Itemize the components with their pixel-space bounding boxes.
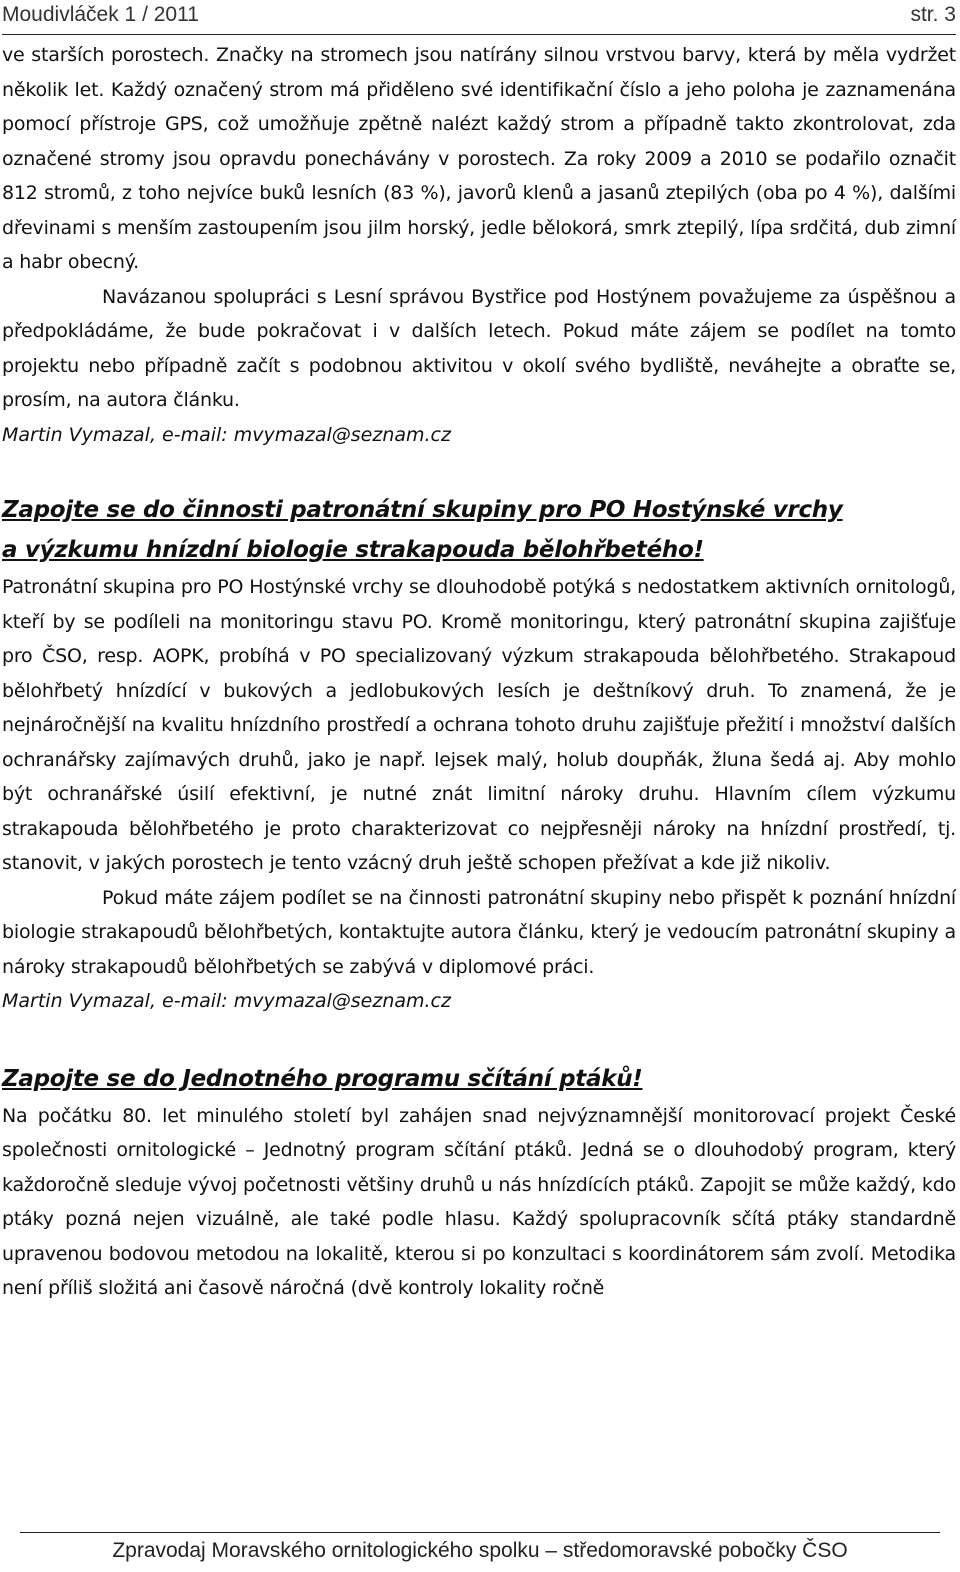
page-number: str. 3 (910, 3, 956, 26)
article3-paragraph-1: Na počátku 80. let minulého století byl zahájen snad nejvýznamnější monitorovací projekt České společnosti ornitologické – Jednotný program sčítání ptáků. Jedná se o dlouhodobý program, který každoročně sleduje vývoj početnosti většiny druhů u nás hnízdících ptáků. Zapojit se může každý, kdo ptáky pozná nejen vizuálně, ale také podle hlasu. Každý spolupracovník sčítá ptáky standardně upravenou bodovou metodou na lokalitě, kterou si po konzultaci s koordinátorem sám zvolí. Metodika není příliš složitá ani časově náročná (dvě kontroly lokality ročně (2, 1104, 956, 1299)
article3-title: Zapojte se do Jednotného programu sčítání ptáků! (2, 1065, 643, 1092)
article-tree-marking (2, 38, 956, 452)
article2-title-line-1: Zapojte se do činnosti patronátní skupiny pro PO Hostýnské vrchy (2, 497, 843, 523)
article2-title-line-2: a výzkumu hnízdní biologie strakapouda bělohřbetého! (2, 537, 704, 563)
page-content (2, 38, 956, 1306)
article2-title (2, 490, 956, 570)
article-patronage-group (2, 490, 956, 1019)
issue-label: Moudivláček 1 / 2011 (2, 3, 199, 26)
section-spacer (2, 452, 956, 490)
page-header (2, 0, 956, 35)
article2-paragraph-2: Pokud máte zájem podílet se na činnosti patronátní skupiny nebo přispět k poznání hnízdní biologie strakapoudů bělohřbetých, kontaktujte autora článku, který je vedoucím patronátní skupiny a nároky strakapoudů bělohřbetých se zabývá v diplomové práci. (2, 886, 956, 978)
page-footer (20, 1532, 940, 1563)
article1-paragraph-1: ve starších porostech. Značky na stromech jsou natírány silnou vrstvou barvy, která by měla vydržet několik let. Každý označený strom má přiděleno své identifikační číslo a jeho poloha je zaznamenána pomocí přístroje GPS, což umožňuje zpětně nalézt každý strom a případně takto zkontrolovat, zda označené stromy jsou opravdu ponechávány v porostech. Za roky 2009 a 2010 se podařilo označit 812 stromů, z toho nejvíce buků lesních (83 %), javorů klenů a jasanů ztepilých (oba po 4 %), dalšími dřevinami s menším zastoupením jsou jilm horský, jedle bělokorá, smrk ztepilý, lípa srdčitá, dub zimní a habr obecný. (2, 44, 956, 273)
article-bird-census (2, 1059, 956, 1306)
article1-paragraph-2: Navázanou spolupráci s Lesní správou Bystřice pod Hostýnem považujeme za úspěšnou a předpokládáme, že bude pokračovat i v dalších letech. Pokud máte zájem se podílet na tomto projektu nebo případně začít s podobnou aktivitou v okolí svého bydliště, neváhejte a obraťte se, prosím, na autora článku. (2, 285, 956, 411)
article2-signature: Martin Vymazal, e-mail: mvymazal@seznam.cz (2, 990, 451, 1012)
article1-signature: Martin Vymazal, e-mail: mvymazal@seznam.cz (2, 423, 451, 446)
section-spacer (2, 1019, 956, 1059)
article2-paragraph-1: Patronátní skupina pro PO Hostýnské vrchy se dlouhodobě potýká s nedostatkem aktivních ornitologů, kteří by se podíleli na monitoringu stavu PO. Kromě monitoringu, který patronátní skupina zajišťuje pro ČSO, resp. AOPK, probíhá v PO specializovaný výzkum strakapouda bělohřbetého. Strakapoud bělohřbetý hnízdící v bukových a jedlobukových lesích je deštníkový druh. To znamená, že je nejnáročnější na kvalitu hnízdního prostředí a ochrana tohoto druhu zajišťuje přežití i množství dalších ochranářsky zajímavých druhů, jako je např. lejsek malý, holub doupňák, žluna šedá aj. Aby mohlo být ochranářské úsilí efektivní, je nutné znát limitní nároky druhu. Hlavním cílem výzkumu strakapouda bělohřbetého je proto charakterizovat co nejpřesněji nároky na hnízdní prostředí, tj. stanovit, v jakých porostech je tento vzácný druh ještě schopen přežívat a kde již nikoliv. (2, 576, 956, 874)
footer-text: Zpravodaj Moravského ornitologického spolku – středomoravské pobočky ČSO (112, 1539, 848, 1562)
